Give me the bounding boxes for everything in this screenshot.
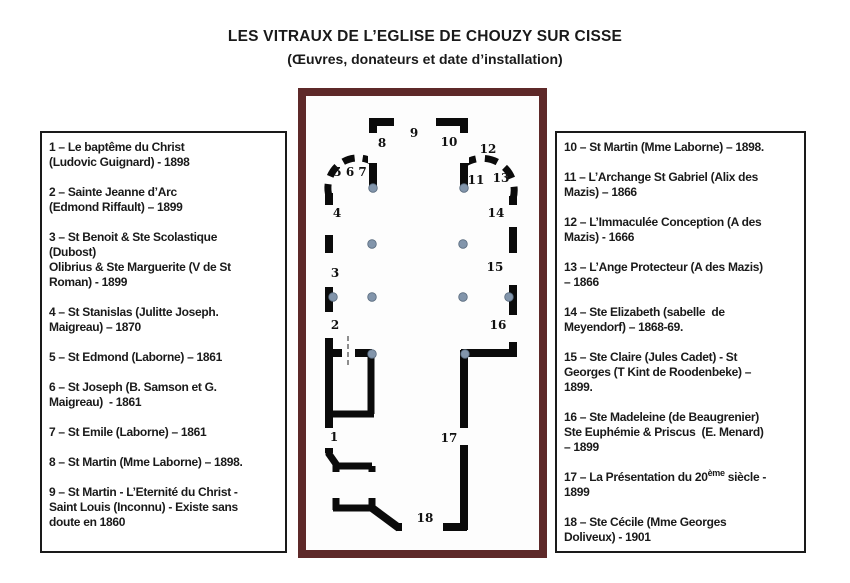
window-number-label: 18 — [416, 511, 434, 525]
legend-panel-left — [40, 131, 287, 553]
window-entry: 1 – Le baptême du Christ (Ludovic Guignard) - 1898 — [49, 140, 190, 169]
window-number-label: 14 — [487, 206, 505, 220]
column-dot — [329, 293, 338, 302]
window-number-label: 12 — [479, 142, 497, 156]
window-entry: 7 – St Emile (Laborne) – 1861 — [49, 425, 207, 439]
window-entry: 11 – L’Archange St Gabriel (Alix des Mazis) – 1866 — [564, 170, 758, 199]
plan-frame — [298, 88, 547, 558]
window-entry: 13 – L’Ange Protecteur (A des Mazis) – 1866 — [564, 260, 763, 289]
window-entry: 15 – Ste Claire (Jules Cadet) - St Georges (T Kint de Roodenbeke) – 1899. — [564, 350, 752, 394]
window-number-label: 2 — [330, 318, 340, 332]
window-number-label: 11 — [467, 173, 485, 187]
window-number-label: 10 — [440, 135, 458, 149]
title-block — [0, 28, 850, 67]
column-dot — [459, 240, 468, 249]
page-title: LES VITRAUX DE L’EGLISE DE CHOUZY SUR CISSE — [227, 28, 623, 45]
window-number-label: 1 — [329, 430, 339, 444]
window-number-label: 4 — [332, 206, 342, 220]
window-entry: 8 – St Martin (Mme Laborne) – 1898. — [49, 455, 243, 469]
window-number-label: 13 — [492, 171, 510, 185]
window-number-label: 3 — [330, 266, 340, 280]
column-dot — [368, 350, 377, 359]
column-dot — [368, 240, 377, 249]
window-entry: 3 – St Benoit & Ste Scolastique (Dubost) Olibrius & Ste Marguerite (V de St Roman) - 1899 — [49, 230, 231, 289]
window-entry: 16 – Ste Madeleine (de Beaugrenier) Ste Euphémie & Priscus (E. Menard) – 1899 — [564, 410, 764, 454]
window-number-label: 15 — [486, 260, 504, 274]
window-number-label: 5 6 7 — [333, 165, 367, 179]
window-number-label: 9 — [409, 126, 419, 140]
plan-columns — [329, 184, 514, 359]
column-dot — [459, 293, 468, 302]
window-entry: 5 – St Edmond (Laborne) – 1861 — [49, 350, 223, 364]
column-dot — [369, 184, 378, 193]
window-entry: 17 – La Présentation du 20ème siècle - 1899 — [564, 468, 767, 499]
window-number-label: 16 — [489, 318, 507, 332]
column-dot — [461, 350, 470, 359]
plan-walls — [325, 122, 516, 530]
column-dot — [505, 293, 514, 302]
church-plan-svg — [306, 96, 539, 550]
window-entry: 14 – Ste Elizabeth (sabelle de Meyendorf) – 1868-69. — [564, 305, 725, 334]
window-number-label: 8 — [377, 136, 387, 150]
window-entry: 6 – St Joseph (B. Samson et G. Maigreau) - 1861 — [49, 380, 217, 409]
window-entry: 12 – L’Immaculée Conception (A des Mazis) - 1666 — [564, 215, 762, 244]
window-entry: 18 – Ste Cécile (Mme Georges Doliveux) - 1901 — [564, 515, 727, 544]
window-number-label: 17 — [440, 431, 458, 445]
window-entry: 9 – St Martin - L’Eternité du Christ - Saint Louis (Inconnu) - Existe sans doute en 1860 — [49, 485, 238, 529]
window-entry: 2 – Sainte Jeanne d’Arc (Edmond Riffault) – 1899 — [49, 185, 183, 214]
legend-panel-right — [555, 131, 806, 553]
window-entry: 10 – St Martin (Mme Laborne) – 1898. — [564, 140, 764, 154]
window-entry: 4 – St Stanislas (Julitte Joseph. Maigreau) – 1870 — [49, 305, 219, 334]
page-subtitle: (Œuvres, donateurs et date d’installation) — [287, 51, 563, 67]
column-dot — [368, 293, 377, 302]
